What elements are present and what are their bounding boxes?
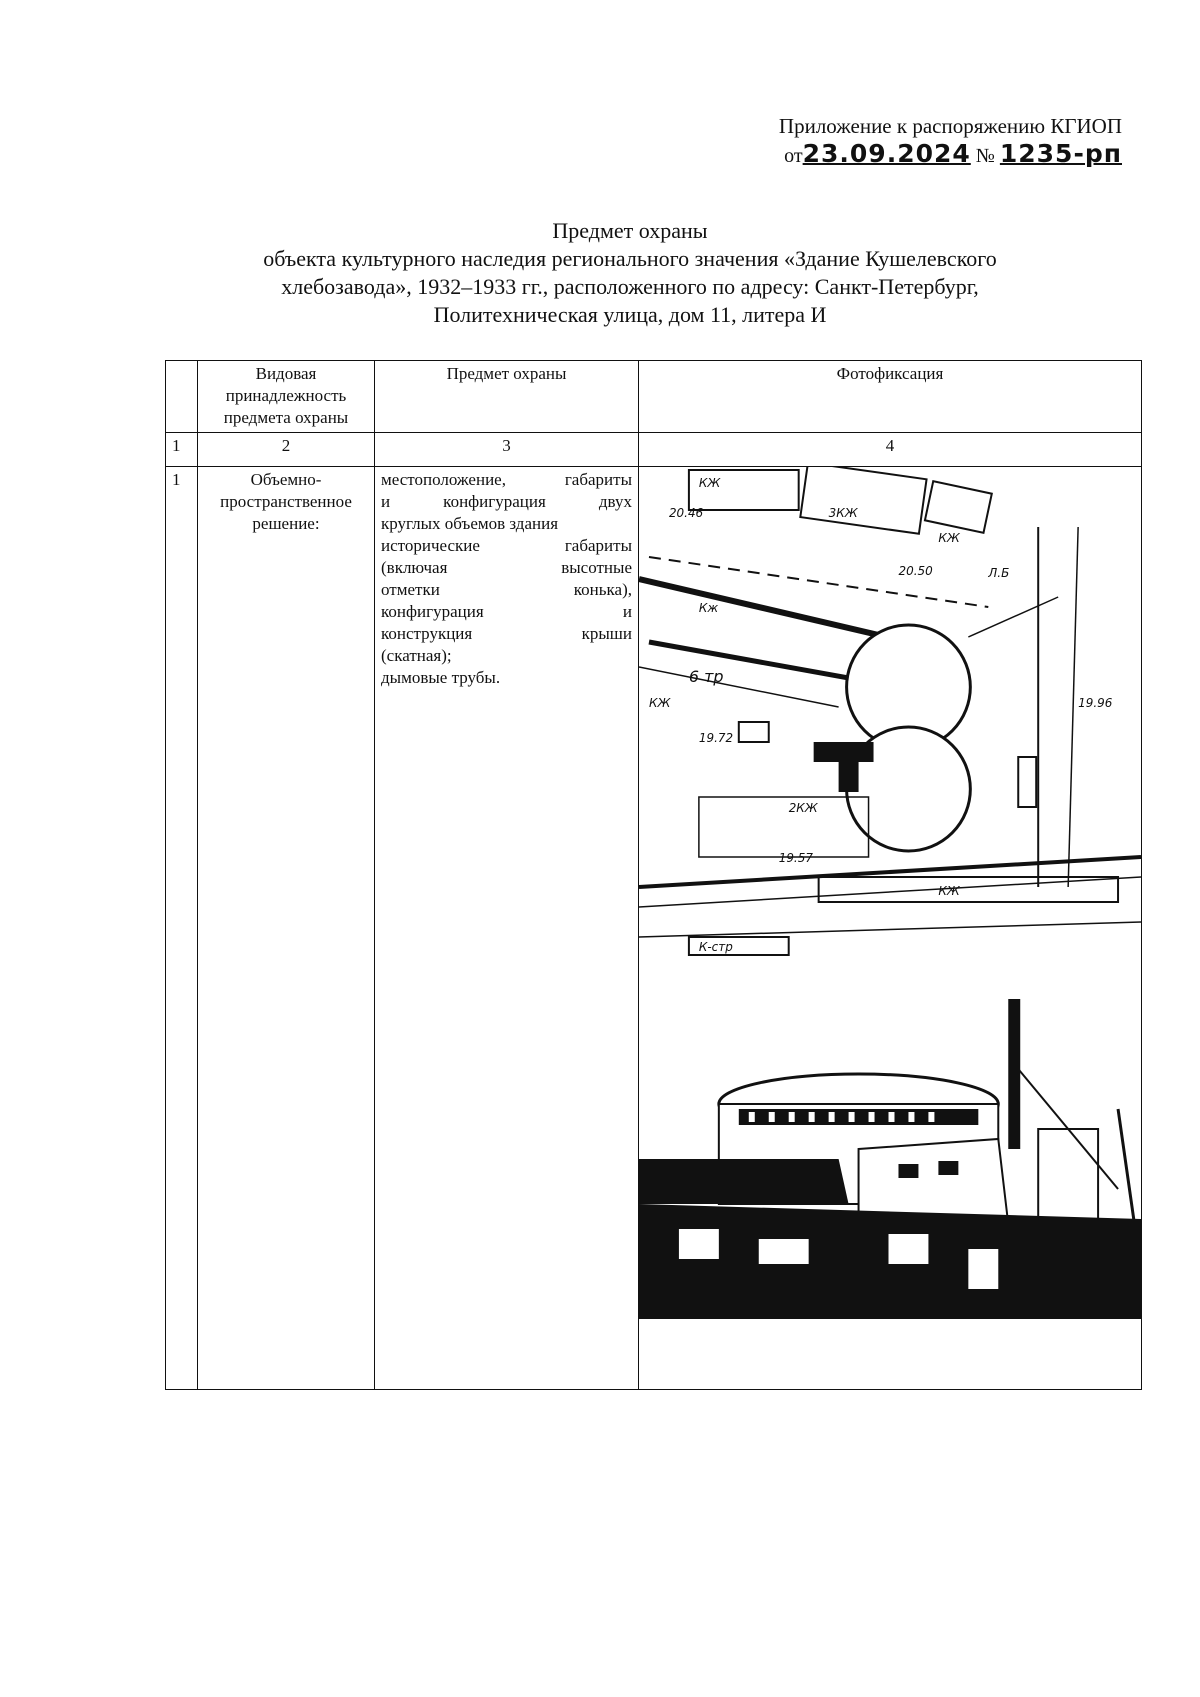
protection-table [165,360,1142,1390]
subject-word: конфигурация [443,492,546,511]
title-line-4: Политехническая улица, дом 11, литера И [433,302,827,327]
order-prefix: от [784,145,803,167]
subject-line [381,513,632,535]
header-cell-photo: Фотофиксация [639,361,1142,433]
plan-label: 20.46 [668,505,704,521]
plan-label: КЖ [648,695,671,711]
subject-word: и [622,602,632,621]
subject-word: крыши [581,624,632,643]
order-line [779,140,1122,170]
subject-word: двух [598,492,632,511]
subject-word: габариты [564,536,632,555]
row-number: 1 [166,467,198,1390]
plan-label: 19.57 [778,850,813,866]
table-number-row [166,433,1142,467]
subject-word: высотные [561,558,632,577]
number-cell-3: 3 [375,433,639,467]
subject-line [381,645,632,667]
header-cell-subject: Предмет охраны [375,361,639,433]
number-cell-1: 1 [166,433,198,467]
subject-line [381,491,632,513]
plan-label: Кж [698,600,719,616]
plan-label: 6 тр [688,666,724,687]
subject-line [381,623,632,645]
plan-label: 20.50 [898,563,933,579]
subject-word: конька), [573,580,632,599]
row-subject [375,467,639,1390]
order-date: 23.09.2024 [802,139,971,168]
number-cell-2: 2 [198,433,375,467]
subject-word: отметки [381,580,440,599]
subject-word: круглых объемов здания [381,514,559,533]
title-line-2: объекта культурного наследия регионального значения «Здание Кушелевского [263,246,997,271]
header-cell-category: Видовая принадлежность предмета охраны [198,361,375,433]
header-cell-num [166,361,198,433]
document-header [779,112,1122,170]
title-line-1: Предмет охраны [552,218,708,243]
number-cell-4: 4 [639,433,1142,467]
title-line-3: хлебозавода», 1932–1933 гг., расположенного по адресу: Санкт-Петербург, [281,274,979,299]
row-photos [639,467,1142,1390]
subject-line [381,579,632,601]
plan-label: Л.Б [988,565,1010,581]
table-header-row [166,361,1142,433]
subject-word: габариты [564,470,632,489]
building-photo [639,989,1141,1389]
subject-word: дымовые трубы. [381,668,501,687]
plan-label: КЖ [698,475,721,491]
row-category: Объемно-пространственное решение: [198,467,375,1390]
subject-lines [381,469,632,689]
subject-line [381,667,632,689]
plan-label: К-стр [698,939,733,955]
plan-label: 19.96 [1078,695,1113,711]
order-number-sign: № [975,145,995,167]
subject-word: конфигурация [381,602,484,621]
subject-line [381,557,632,579]
document-title [150,217,1110,329]
subject-word: исторические [381,536,480,555]
appendix-line: Приложение к распоряжению КГИОП [778,114,1122,138]
subject-word: местоположение, [381,470,506,489]
table-row [166,467,1142,1390]
plan-label: 19.72 [698,730,734,746]
subject-line [381,601,632,623]
subject-line [381,535,632,557]
subject-word: (включая [381,558,448,577]
plan-label: КЖ [938,530,960,546]
plan-label: КЖ [938,883,960,899]
plan-label: 2КЖ [788,800,818,816]
plan-label: 3КЖ [828,505,858,521]
site-plan [639,467,1141,967]
subject-word: конструкция [381,624,473,643]
subject-line [381,469,632,491]
subject-word: и [381,492,391,511]
order-number: 1235-рп [999,139,1122,168]
subject-word: (скатная); [381,646,452,665]
